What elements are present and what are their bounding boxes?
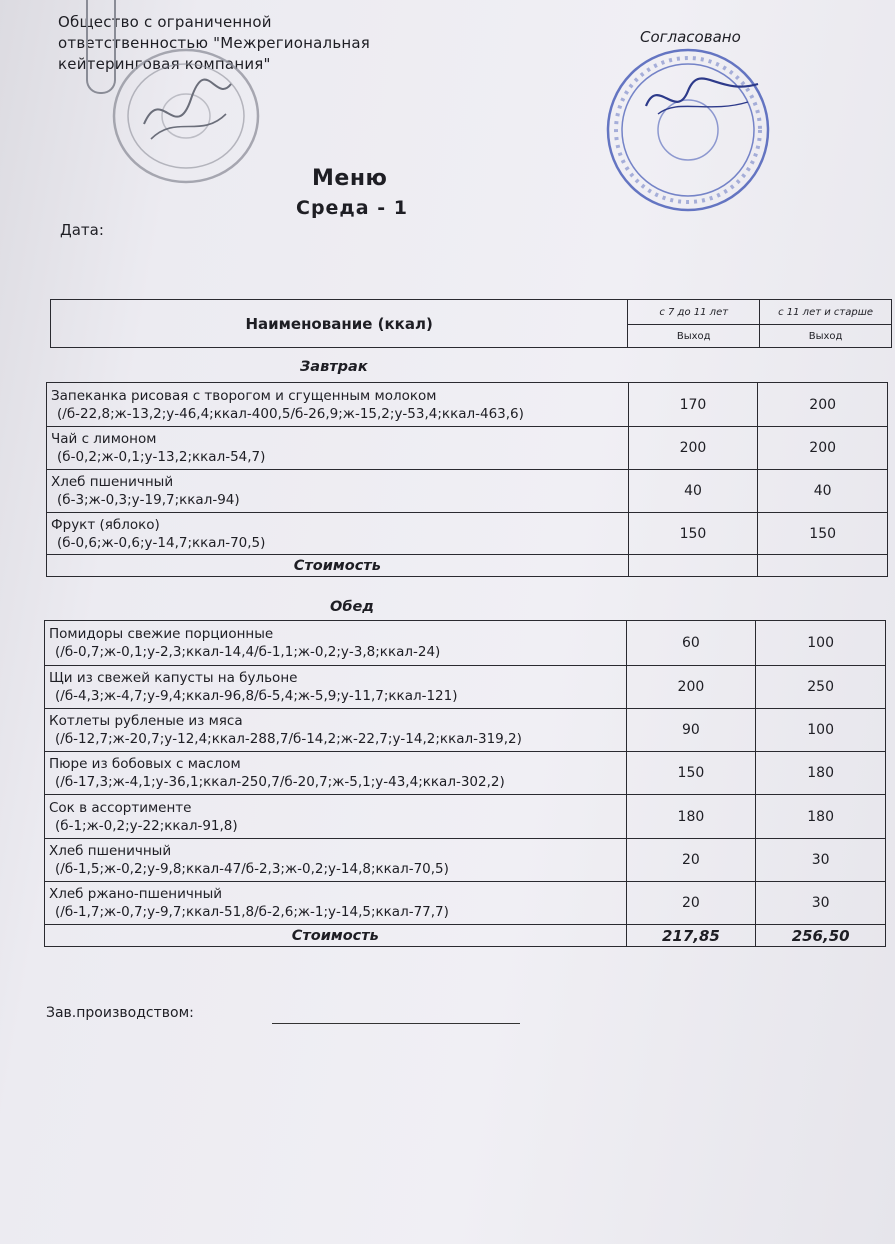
yield-age1: 200 xyxy=(626,666,756,709)
dish-composition: (б-0,2;ж-0,1;у-13,2;ккал-54,7) xyxy=(57,449,266,465)
yield-age1: 180 xyxy=(626,795,756,839)
table-header xyxy=(50,299,892,348)
cost-label: Стоимость xyxy=(47,555,629,577)
column-age2-header: с 11 лет и старше xyxy=(760,300,892,325)
table-row xyxy=(45,621,886,666)
cost-age1: 217,85 xyxy=(626,925,756,947)
cost-row xyxy=(45,925,886,947)
yield-age2: 200 xyxy=(758,427,888,470)
table-row xyxy=(47,470,888,513)
yield-age2: 180 xyxy=(756,795,886,839)
table-row xyxy=(45,752,886,795)
round-stamp-icon xyxy=(598,36,778,216)
yield-age1: 170 xyxy=(628,383,758,427)
yield-age1: 200 xyxy=(628,427,758,470)
dish-name: Хлеб ржано-пшеничный xyxy=(49,886,223,902)
section-title-breakfast: Завтрак xyxy=(300,359,368,375)
yield-age2: 40 xyxy=(758,470,888,513)
table-row xyxy=(47,427,888,470)
table-row xyxy=(45,839,886,882)
dish-composition: (/б-1,7;ж-0,7;у-9,7;ккал-51,8/б-2,6;ж-1;у-14,5;ккал-77,7) xyxy=(55,904,449,920)
yield-age2: 30 xyxy=(756,882,886,925)
yield-age1: 20 xyxy=(626,839,756,882)
dish-name: Хлеб пшеничный xyxy=(49,843,172,859)
dish-composition: (/б-0,7;ж-0,1;у-2,3;ккал-14,4/б-1,1;ж-0,2;у-3,8;ккал-24) xyxy=(55,644,441,660)
cost-age1 xyxy=(628,555,758,577)
dish-composition: (/б-22,8;ж-13,2;у-46,4;ккал-400,5/б-26,9;ж-15,2;у-53,4;ккал-463,6) xyxy=(57,405,524,422)
dish-name: Хлеб пшеничный xyxy=(51,474,174,490)
dish-name: Щи из свежей капусты на бульоне xyxy=(49,670,298,686)
table-row xyxy=(45,666,886,709)
yield-age1: 150 xyxy=(626,752,756,795)
table-row xyxy=(45,882,886,925)
cost-label: Стоимость xyxy=(45,925,627,947)
column-yield1-header: Выход xyxy=(628,325,760,348)
dish-composition: (б-0,6;ж-0,6;у-14,7;ккал-70,5) xyxy=(57,534,266,551)
section-title-lunch: Обед xyxy=(330,599,374,615)
table-row xyxy=(47,513,888,555)
yield-age1: 150 xyxy=(628,513,758,555)
dish-name: Фрукт (яблоко) xyxy=(51,516,160,533)
dish-composition: (/б-12,7;ж-20,7;у-12,4;ккал-288,7/б-14,2;ж-22,7;у-14,2;ккал-319,2) xyxy=(55,731,522,747)
column-age1-header: с 7 до 11 лет xyxy=(628,300,760,325)
column-yield2-header: Выход xyxy=(760,325,892,348)
yield-age2: 100 xyxy=(756,621,886,666)
org-line: Общество с ограниченной xyxy=(58,13,272,31)
dish-name: Сок в ассортименте xyxy=(49,799,192,816)
yield-age1: 90 xyxy=(626,709,756,752)
yield-age2: 180 xyxy=(756,752,886,795)
yield-age2: 100 xyxy=(756,709,886,752)
table-row xyxy=(45,709,886,752)
round-stamp-icon xyxy=(106,44,276,194)
date-label: Дата: xyxy=(60,221,104,239)
dish-name: Помидоры свежие порционные xyxy=(49,626,274,642)
column-name-header: Наименование (ккал) xyxy=(51,300,628,348)
dish-composition: (б-3;ж-0,3;у-19,7;ккал-94) xyxy=(57,492,240,508)
breakfast-table xyxy=(46,382,888,577)
production-manager-label: Зав.производством: xyxy=(46,1005,194,1021)
lunch-table xyxy=(44,620,886,947)
table-row xyxy=(45,795,886,839)
dish-composition: (б-1;ж-0,2;у-22;ккал-91,8) xyxy=(55,817,238,834)
table-row xyxy=(47,383,888,427)
dish-composition: (/б-17,3;ж-4,1;у-36,1;ккал-250,7/б-20,7;ж-5,1;у-43,4;ккал-302,2) xyxy=(55,774,505,790)
yield-age2: 150 xyxy=(758,513,888,555)
cost-age2 xyxy=(758,555,888,577)
yield-age2: 30 xyxy=(756,839,886,882)
dish-name: Пюре из бобовых с маслом xyxy=(49,756,241,772)
signature-line xyxy=(272,1023,520,1024)
approved-label: Согласовано xyxy=(640,28,741,46)
dish-name: Чай с лимоном xyxy=(51,431,157,447)
page-title: Меню xyxy=(312,166,388,191)
dish-composition: (/б-4,3;ж-4,7;у-9,4;ккал-96,8/б-5,4;ж-5,9;у-11,7;ккал-121) xyxy=(55,688,458,704)
yield-age1: 40 xyxy=(628,470,758,513)
dish-name: Запеканка рисовая с творогом и сгущенным молоком xyxy=(51,387,437,404)
dish-composition: (/б-1,5;ж-0,2;у-9,8;ккал-47/б-2,3;ж-0,2;у-14,8;ккал-70,5) xyxy=(55,861,449,877)
page-subtitle: Среда - 1 xyxy=(296,197,408,219)
org-line: кейтеринговая компания" xyxy=(58,55,271,73)
yield-age2: 200 xyxy=(758,383,888,427)
cost-age2: 256,50 xyxy=(756,925,886,947)
yield-age1: 20 xyxy=(626,882,756,925)
cost-row xyxy=(47,555,888,577)
yield-age2: 250 xyxy=(756,666,886,709)
org-line: ответственностью "Межрегиональная xyxy=(58,34,370,52)
dish-name: Котлеты рубленые из мяса xyxy=(49,713,243,729)
yield-age1: 60 xyxy=(626,621,756,666)
